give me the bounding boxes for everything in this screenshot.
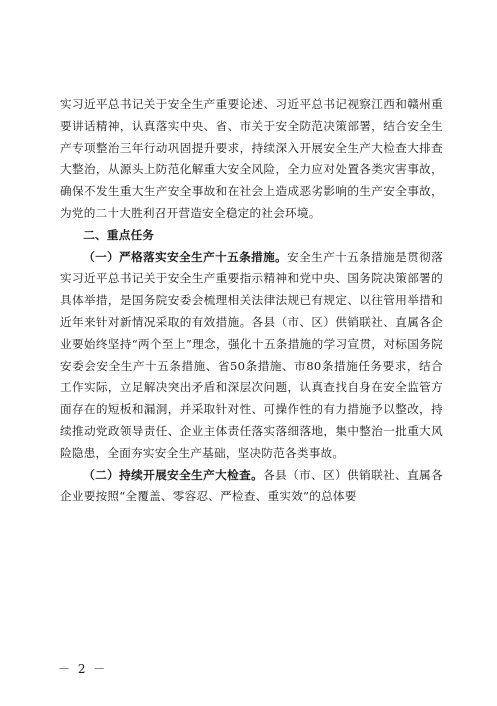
item-1-title: （一）严格落实安全生产十五条措施。 <box>83 249 288 264</box>
section-heading: 二、重点任务 <box>83 227 155 242</box>
document-body <box>60 94 443 508</box>
paragraph-item-2 <box>60 465 443 509</box>
item-2-title: （二）持续开展安全生产大检查。 <box>83 467 264 482</box>
item-1-body: 安全生产十五条措施是贯彻落实习近平总书记关于安全生产重要指示精神和党中央、国务院决策部署的具体举措，是国务院安委会梳理相关法律法规已有规定、以往管用举措和近年来针对新情况采取的有效措施。各县（市、区）供销联社、直属各企业要始终坚持“两个至上”理念，强化十五条措施的学习宣贯，对标国务院安委会安全生产十五条措施、省50条措施、市80条措施任务要求，结合工作实际，立足解决突出矛盾和深层次问题，认真查找自身在安全监管方面存在的短板和漏洞，并采取针对性、可操作性的有力措施予以整改，持续推动党政领导责任、企业主体责任落实落细落地，集中整治一批重大风险隐患，全面夯实安全生产基础，坚决防范各类事故。 <box>60 249 443 460</box>
page-number: － 2 － <box>58 662 108 676</box>
paragraph-intro: 实习近平总书记关于安全生产重要论述、习近平总书记视察江西和赣州重要讲话精神，认真落实中央、省、市关于安全防范决策部署，结合安全生产专项整治三年行动巩固提升要求，持续深入开展安全生产大检查大排查大整治，从源头上防范化解重大安全风险，全力应对处置各类灾害事故，确保不发生重大生产安全事故和在社会上造成恶劣影响的生产安全事故，为党的二十大胜利召开营造安全稳定的社会环境。 <box>60 97 443 220</box>
item-2-body: 各县（市、区）供销联社、直属各企业要按照“全覆盖、零容忍、严检查、重实效”的总体要 <box>60 467 443 504</box>
paragraph-item-1 <box>60 247 443 465</box>
